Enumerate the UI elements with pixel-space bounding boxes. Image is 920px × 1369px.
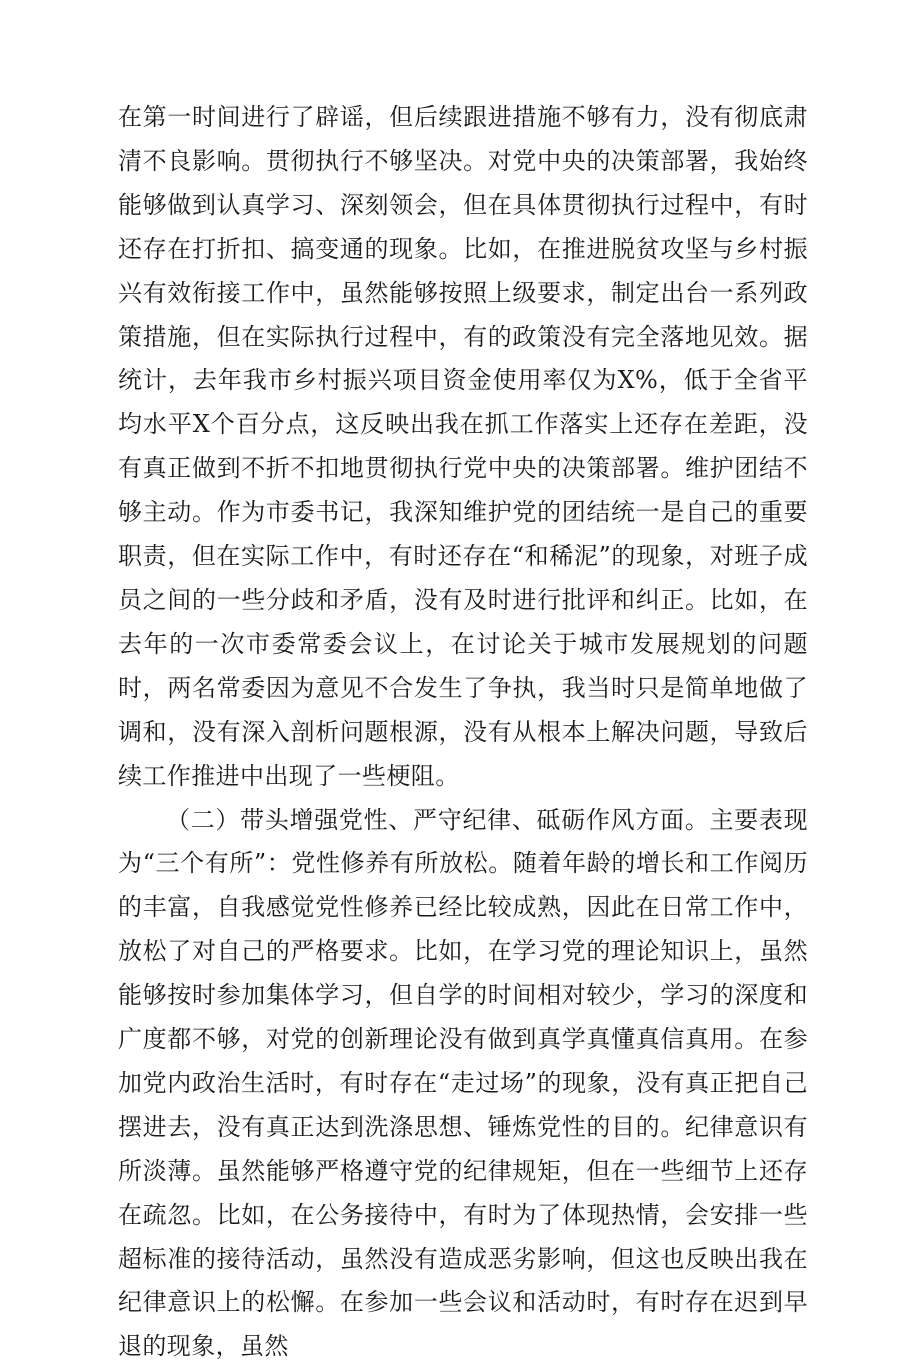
paragraph-continued: 在第一时间进行了辟谣，但后续跟进措施不够有力，没有彻底肃清不良影响。贯彻执行不够坚决。对党中央的决策部署，我始终能够做到认真学习、深刻领会，但在具体贯彻执行过程中，有时还存在打折扣、搞变通的现象。比如，在推进脱贫攻坚与乡村振兴有效衔接工作中，虽然能够按照上级要求，制定出台一系列政策措施，但在实际执行过程中，有的政策没有完全落地见效。据统计，去年我市乡村振兴项目资金使用率仅为X%，低于全省平均水平X个百分点，这反映出我在抓工作落实上还存在差距，没有真正做到不折不扣地贯彻执行党中央的决策部署。维护团结不够主动。作为市委书记，我深知维护党的团结统一是自己的重要职责，但在实际工作中，有时还存在“和稀泥”的现象，对班子成员之间的一些分歧和矛盾，没有及时进行批评和纠正。比如，在去年的一次市委常委会议上，在讨论关于城市发展规划的问题时，两名常委因为意见不合发生了争执，我当时只是简单地做了调和，没有深入剖析问题根源，没有从根本上解决问题，导致后续工作推进中出现了一些梗阻。 (118, 96, 808, 799)
paragraph-section-two: （二）带头增强党性、严守纪律、砥砺作风方面。主要表现为“三个有所”：党性修养有所放松。随着年龄的增长和工作阅历的丰富，自我感觉党性修养已经比较成熟，因此在日常工作中，放松了对自己的严格要求。比如，在学习党的理论知识上，虽然能够按时参加集体学习，但自学的时间相对较少，学习的深度和广度都不够，对党的创新理论没有做到真学真懂真信真用。在参加党内政治生活时，有时存在“走过场”的现象，没有真正把自己摆进去，没有真正达到洗涤思想、锤炼党性的目的。纪律意识有所淡薄。虽然能够严格遵守党的纪律规矩，但在一些细节上还存在疏忽。比如，在公务接待中，有时为了体现热情，会安排一些超标准的接待活动，虽然没有造成恶劣影响，但这也反映出我在纪律意识上的松懈。在参加一些会议和活动时，有时存在迟到早退的现象，虽然 (118, 799, 808, 1369)
document-body (118, 96, 808, 1369)
